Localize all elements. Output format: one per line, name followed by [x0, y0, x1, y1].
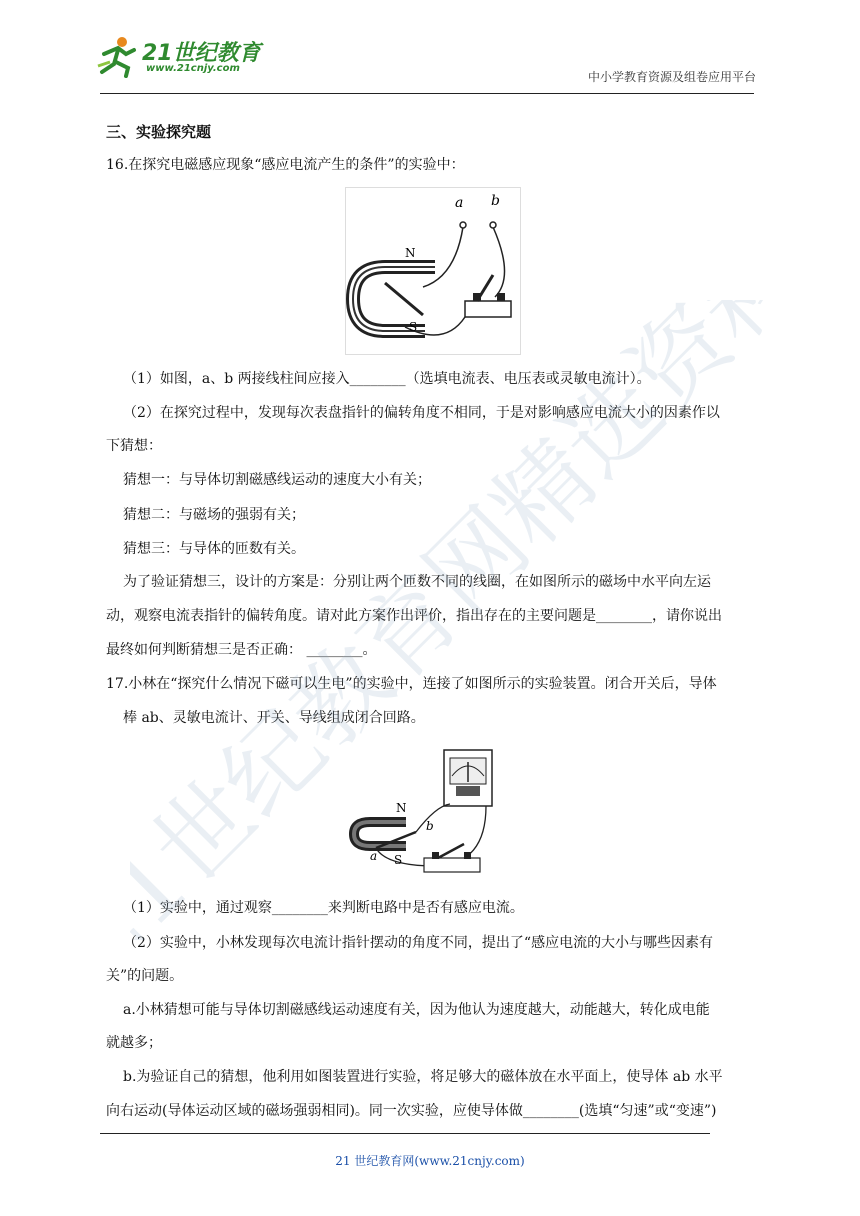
q17-stem-line1: 17.小林在“探究什么情况下磁可以生电”的实验中，连接了如图所示的实验装置。闭合开关后，导体	[106, 676, 717, 692]
q16-part1: （1）如图，a、b 两接线柱间应接入________（选填电流表、电压表或灵敏电流计）。	[123, 371, 651, 387]
q17-part-a-line1: a.小林猜想可能与导体切割磁感线运动速度有关，因为他认为速度越大，动能越大，转化成电能	[123, 1002, 710, 1018]
label-n: N	[405, 246, 416, 260]
q17-figure	[346, 746, 496, 882]
logo-url: www.21cnjy.com	[146, 63, 240, 74]
q16-stem: 16.在探究电磁感应现象“感应电流产生的条件”的实验中：	[106, 157, 465, 173]
header-divider	[100, 93, 754, 94]
logo	[96, 32, 266, 80]
galvanometer-apparatus-diagram	[346, 746, 496, 882]
q17-stem-line2: 棒 ab、灵敏电流计、开关、导线组成闭合回路。	[123, 710, 425, 726]
footer-text[interactable]: 21 世纪教育网(www.21cnjy.com)	[335, 1154, 525, 1168]
header-tagline: 中小学教育资源及组卷应用平台	[587, 70, 756, 84]
q16-figure	[345, 187, 521, 355]
label-a: a	[455, 195, 464, 211]
q17-part2-line2: 关”的问题。	[106, 968, 184, 984]
q16-guess3: 猜想三：与导体的匝数有关。	[123, 541, 305, 557]
label-a: a	[370, 849, 378, 863]
q16-guess1: 猜想一：与导体切割磁感线运动的速度大小有关；	[123, 472, 431, 488]
watermark-text: 21世纪教育网精选资料	[130, 300, 770, 940]
label-n: N	[396, 801, 407, 815]
q16-guess2: 猜想二：与磁场的强弱有关；	[123, 507, 305, 523]
logo-brand: 21世纪教育	[142, 41, 261, 66]
magnet-circuit-diagram	[345, 187, 521, 355]
q16-part3-line3: 最终如何判断猜想三是否正确： ________。	[106, 642, 377, 658]
footer-divider	[100, 1133, 710, 1134]
q17-part2-line1: （2）实验中，小林发现每次电流计指针摆动的角度不同，提出了“感应电流的大小与哪些因素有	[123, 935, 714, 951]
label-b: b	[426, 819, 434, 833]
q17-part-b-line2: 向右运动(导体运动区域的磁场强弱相同)。同一次实验，应使导体做________(选填“匀速”或“变速”)	[106, 1103, 717, 1119]
q16-part2-line2: 下猜想：	[106, 438, 162, 454]
q17-part-b-line1: b.为验证自己的猜想，他利用如图装置进行实验，将足够大的磁体放在水平面上，使导体 ab 水平	[123, 1069, 723, 1085]
label-s: S	[394, 853, 403, 867]
q16-part2-line1: （2）在探究过程中，发现每次表盘指针的偏转角度不相同，于是对影响感应电流大小的因素作以	[123, 405, 720, 421]
section-title: 三、实验探究题	[106, 123, 212, 141]
q17-part1: （1）实验中，通过观察________来判断电路中是否有感应电流。	[123, 900, 524, 916]
q17-part-a-line2: 就越多；	[106, 1035, 162, 1051]
label-s: S	[409, 320, 418, 334]
label-b: b	[491, 193, 500, 209]
q16-part3-line2: 动，观察电流表指针的偏转角度。请对此方案作出评价，指出存在的主要问题是________，请你说出	[106, 608, 722, 624]
q16-part3-line1: 为了验证猜想三，设计的方案是：分别让两个匝数不同的线圈，在如图所示的磁场中水平向左运	[123, 574, 711, 590]
